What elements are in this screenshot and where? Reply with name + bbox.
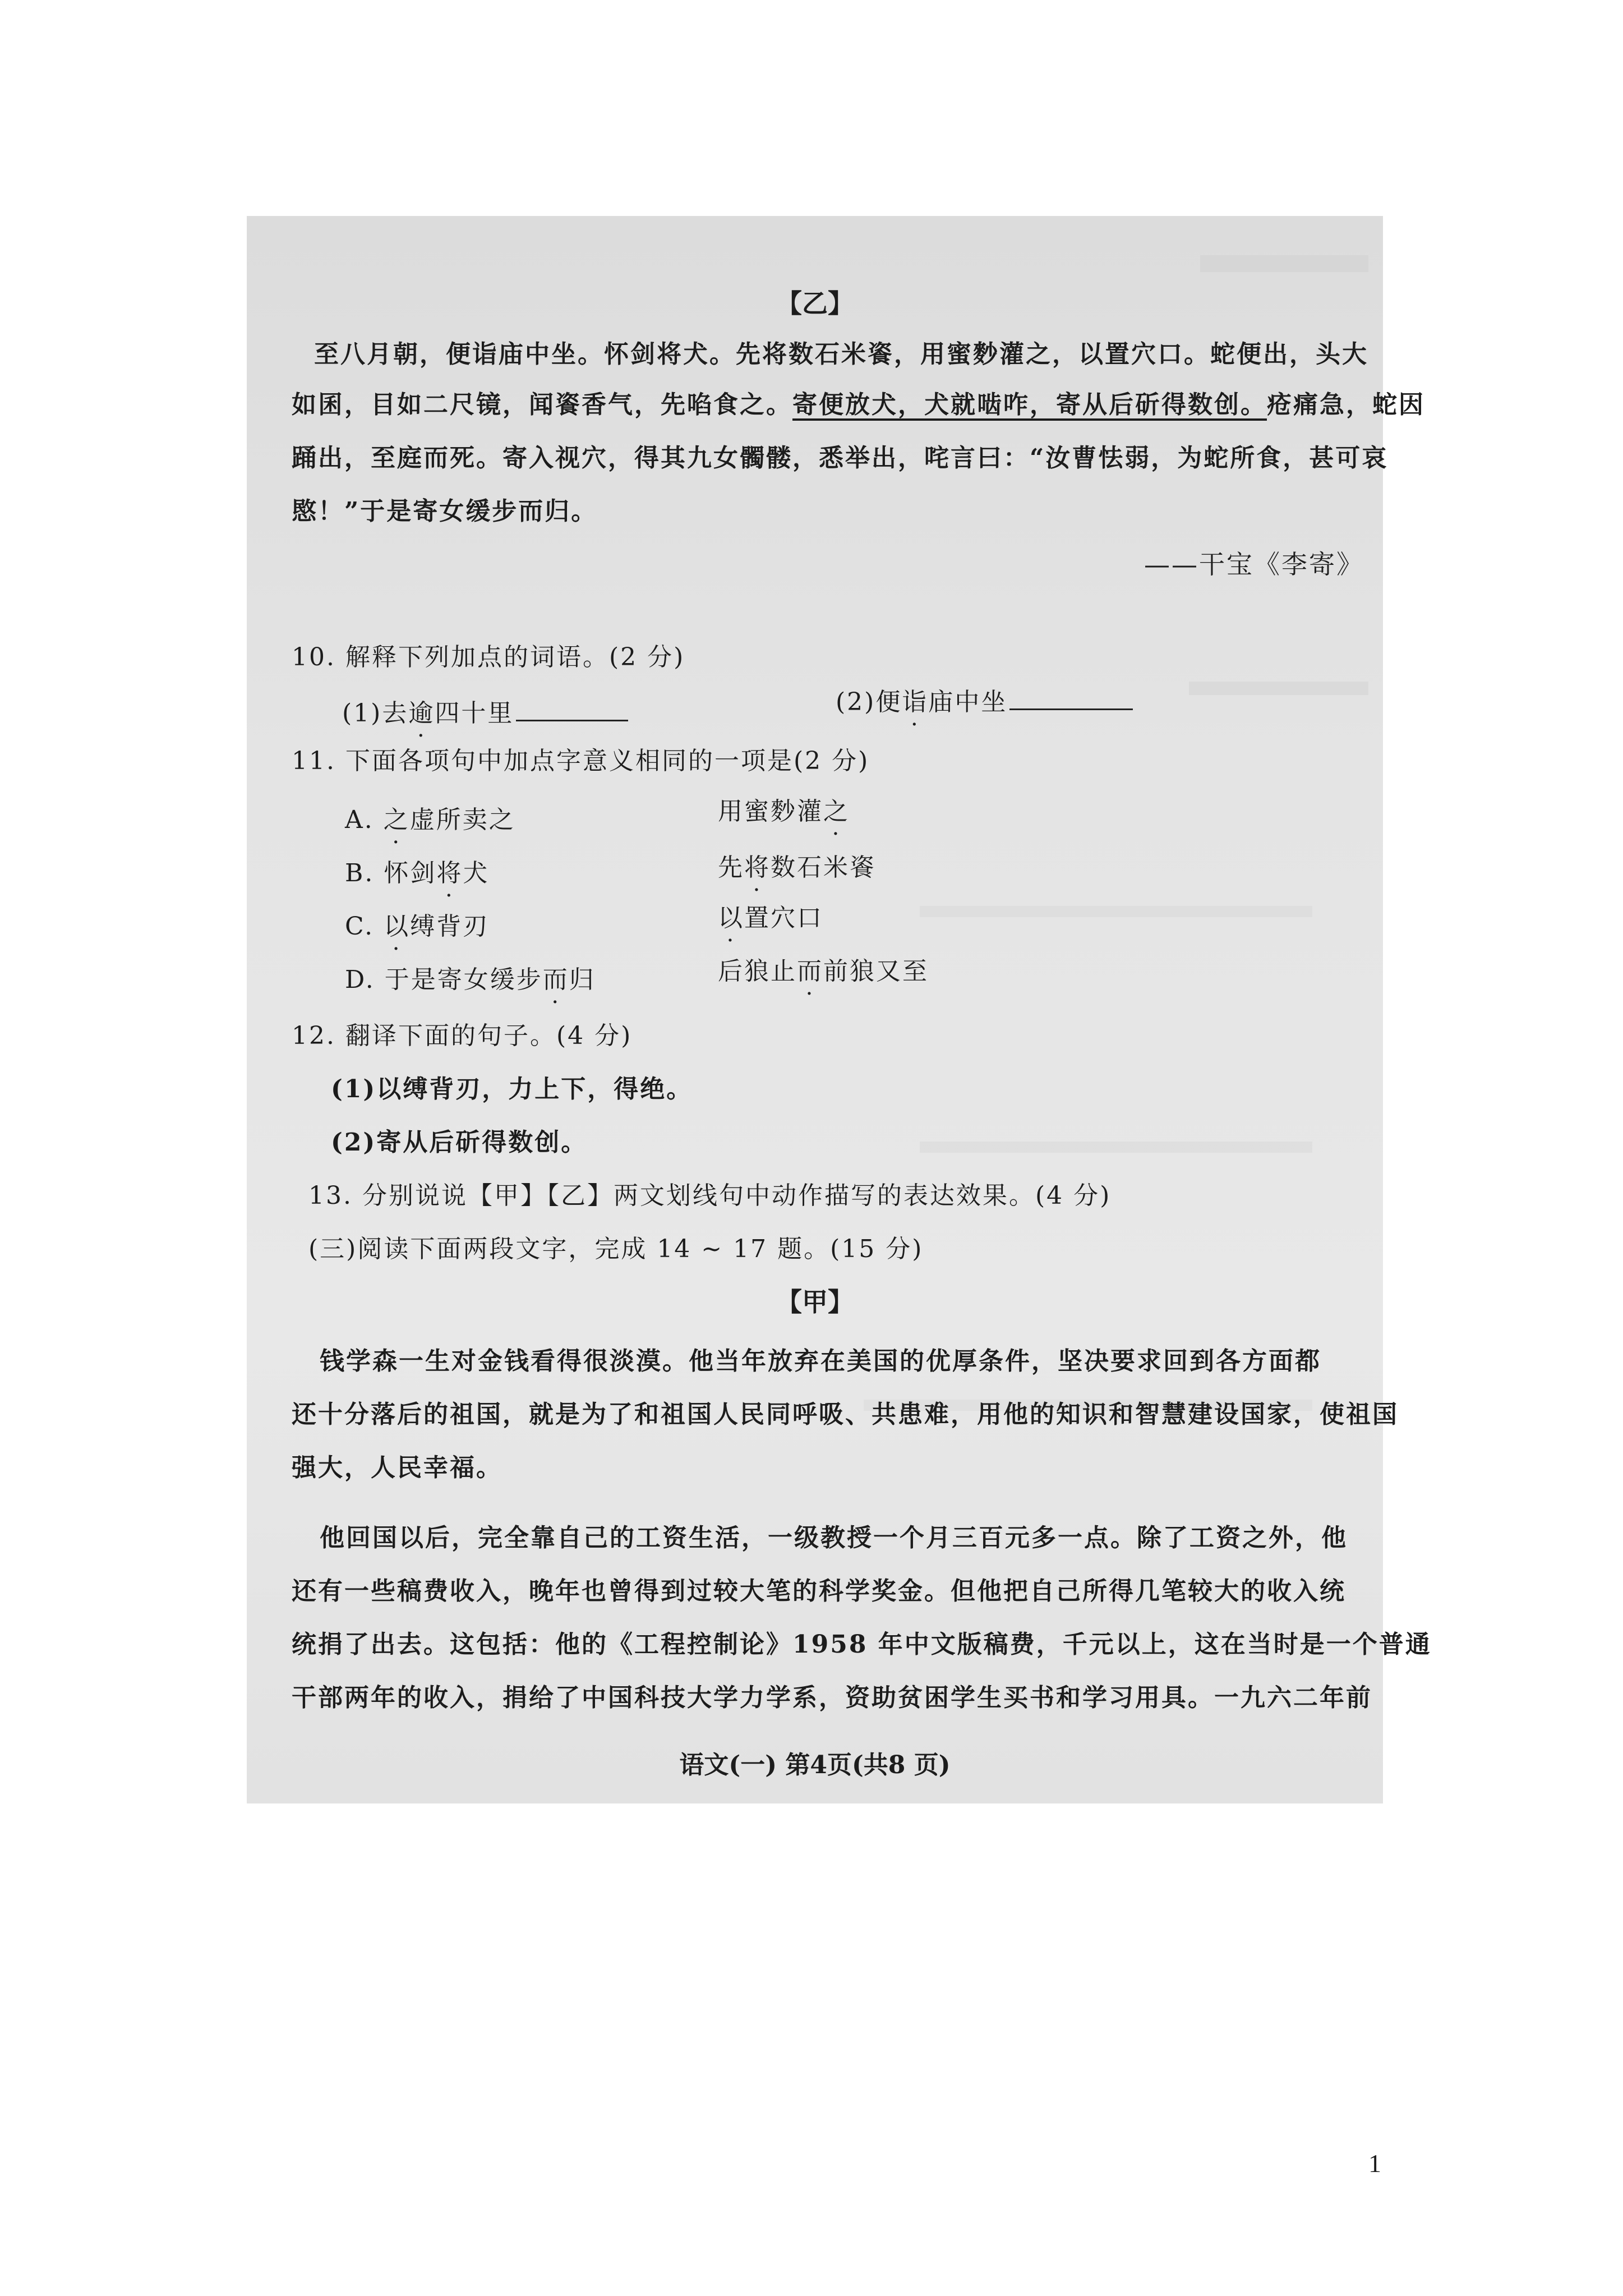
jia-para-line-4: 他回国以后，完全靠自己的工资生活，一级教授一个月三百元多一点。除了工资之外，他 [320, 1524, 1348, 1552]
jia-para-line-5: 还有一些稿费收入，晚年也曾得到过较大笔的科学奖金。但他把自己所得几笔较大的收入统 [292, 1577, 1346, 1605]
yi-para-line-2: 如囷，目如二尺镜，闻餈香气，先啗食之。寄便放犬，犬就啮咋，寄从后斫得数创。疮痛急，蛇因 [292, 390, 1425, 419]
q12-sentence-2: (2)寄从后斫得数创。 [331, 1128, 588, 1157]
section3-stem: (三)阅读下面两段文字，完成 14 ~ 17 题。(15 分) [308, 1235, 924, 1263]
q12-stem: 12. 翻译下面的句子。(4 分) [292, 1022, 633, 1050]
yi-heading: 【乙】 [776, 288, 854, 319]
yi-underlined-sentence: 寄便放犬，犬就啮咋，寄从后斫得数创。 [792, 390, 1267, 419]
q11-option-a: A. 之虚所卖之 [345, 806, 515, 834]
jia-para-line-1: 钱学森一生对金钱看得很淡漠。他当年放弃在美国的优厚条件，坚决要求回到各方面都 [320, 1347, 1321, 1375]
jia-para-line-7: 干部两年的收入，捐给了中国科技大学力学系，资助贫困学生买书和学习用具。一九六二年前 [292, 1683, 1372, 1712]
jia-para-line-2: 还十分落后的祖国，就是为了和祖国人民同呼吸、共患难，用他的知识和智慧建设国家，使祖国 [292, 1400, 1399, 1429]
yi-para-line-3: 踊出，至庭而死。寄入视穴，得其九女髑髅，悉举出，咤言曰：“汝曹怯弱，为蛇所食，甚可哀 [292, 444, 1389, 472]
q11-option-d-compare: 后狼止而前狼又至 [718, 957, 929, 986]
q11-stem: 11. 下面各项句中加点字意义相同的一项是(2 分) [292, 747, 870, 775]
document-page-number: 1 [1368, 2149, 1381, 2178]
q10-item-1: (1)去逾四十里 [342, 693, 628, 729]
q11-option-d: D. 于是寄女缓步而归 [345, 965, 596, 994]
q11-option-b: B. 怀剑将犬 [345, 859, 490, 887]
jia-para-line-6: 统捐了出去。这包括：他的《工程控制论》1958 年中文版稿费，千元以上，这在当时是一个普通 [292, 1630, 1432, 1659]
yi-para-line-1: 至八月朝，便诣庙中坐。怀剑将犬。先将数石米餈，用蜜麨灌之，以置穴口。蛇便出，头大 [314, 340, 1368, 369]
q13-stem: 13. 分别说说【甲】【乙】两文划线句中动作描写的表达效果。(4 分) [308, 1181, 1112, 1210]
page-footer: 语文(一) 第4页(共8 页) [679, 1751, 951, 1779]
scanned-photo [247, 216, 1432, 1803]
q11-option-c-compare: 以置穴口 [718, 904, 823, 932]
yi-para-line-4: 愍！”于是寄女缓步而归。 [292, 497, 598, 526]
jia-heading: 【甲】 [776, 1287, 854, 1317]
yi-source: ——干宝《李寄》 [1144, 549, 1364, 579]
q10-item-2: (2)便诣庙中坐 [836, 682, 1133, 717]
q11-option-c: C. 以缚背刃 [345, 912, 490, 941]
q11-option-b-compare: 先将数石米餈 [718, 853, 876, 882]
q10-stem: 10. 解释下列加点的词语。(2 分) [292, 643, 685, 671]
jia-para-line-3: 强大，人民幸福。 [292, 1453, 502, 1482]
q12-sentence-1: (1)以缚背刃，力上下，得绝。 [331, 1075, 693, 1103]
q11-option-a-compare: 用蜜麨灌之 [718, 797, 850, 826]
